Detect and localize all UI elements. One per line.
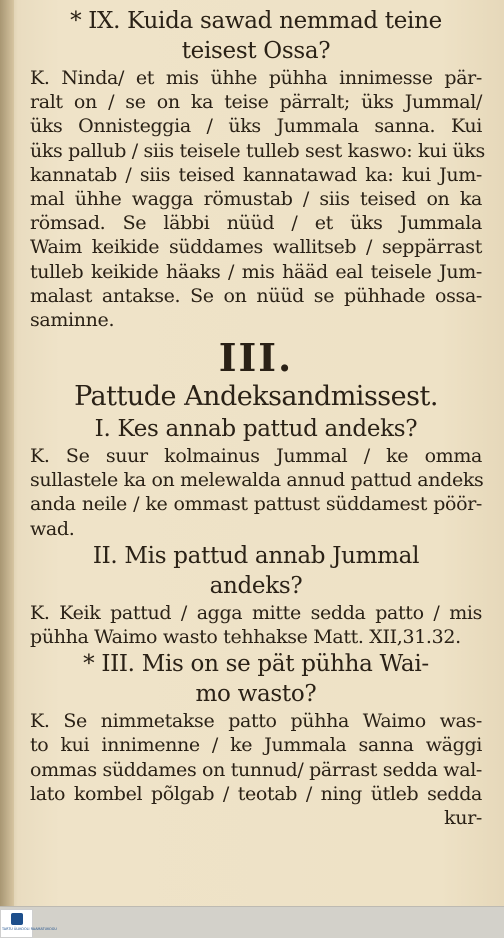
answer-line: K. Se suur kolmainus Jummal / ke omma [30,445,482,468]
answer-line: ommas süddames on tunnud/ pärrast sedda wal- [30,758,482,781]
answer-line: Waim keikide süddames wallitseb / seppärrast [30,236,482,259]
question-3-title-line-1: * III. Mis on se pät pühha Wai- [83,651,429,678]
answer-line: wad. [30,517,75,540]
answer-line: ralt on / se on ka teise pärralt; üks Jummal/ [30,91,482,114]
answer-line: malast antakse. Se on nüüd se pühhade ossa- [30,284,482,307]
answer-line: K. Keik pattud / agga mitte sedda patto / mis [30,601,482,624]
answer-line: üks pallub / siis teisele tulleb sest kaswo: kui üks [30,139,485,162]
answer-line: sullastele ka on melewalda annud pattud andeks [30,469,484,492]
question-2-answer [30,601,482,649]
answer-line: K. Se nimmetakse patto pühha Waimo was- [30,710,482,733]
question-3-answer [30,709,482,806]
catchword: kur- [444,806,482,829]
page-text [30,6,485,830]
question-2-title-line-2: andeks? [209,572,303,599]
library-logo-icon [11,913,23,925]
question-2-title-line-1: II. Mis pattud annab Jummal [92,542,420,569]
library-logo-text: TARTU ÜLIKOOLI RAAMATUKOGU [2,927,57,931]
answer-line: pühha Waimo wasto tehhakse Matt. XII,31.32. [30,626,461,648]
answer-line: to kui innimenne / ke Jummala sanna wäggi [30,734,482,757]
question-1-answer [30,444,482,541]
question-9-title-line-2: teisest Ossa? [181,38,331,64]
answer-line: tulleb keikide häaks / mis hääd eal teisele Jum- [30,260,482,283]
answer-line: anda neile / ke ommast pattust süddamest pöör- [30,493,482,516]
answer-line: K. Ninda/ et mis ühhe pühha innimesse pär- [30,67,482,89]
question-3-title-line-2: mo wasto? [195,681,317,708]
question-1-title: I. Kes annab pattud andeks? [94,416,418,443]
answer-line: saminne. [30,308,115,331]
question-9-title-line-1: * IX. Kuida sawad nemmad teine [70,8,442,34]
page-spine-shadow [0,0,14,906]
viewer-footer-bar [0,906,504,938]
section-number: III. [218,335,294,381]
answer-line: üks Onnisteggia / üks Jummala sanna. Kui [30,115,482,138]
section-title: Pattude Andeksandmissest. [74,381,438,413]
answer-line: mal ühhe wagga römustab / siis teised on ka [30,187,482,210]
library-logo[interactable] [0,909,57,938]
answer-line: kannatab / siis teised kannatawad ka: kui Jum- [30,163,482,186]
question-9-answer [30,66,485,332]
answer-line: römsad. Se läbbi nüüd / et üks Jummala [30,212,482,235]
answer-line: lato kombel põlgab / teotab / ning ütleb sedda [30,782,482,805]
